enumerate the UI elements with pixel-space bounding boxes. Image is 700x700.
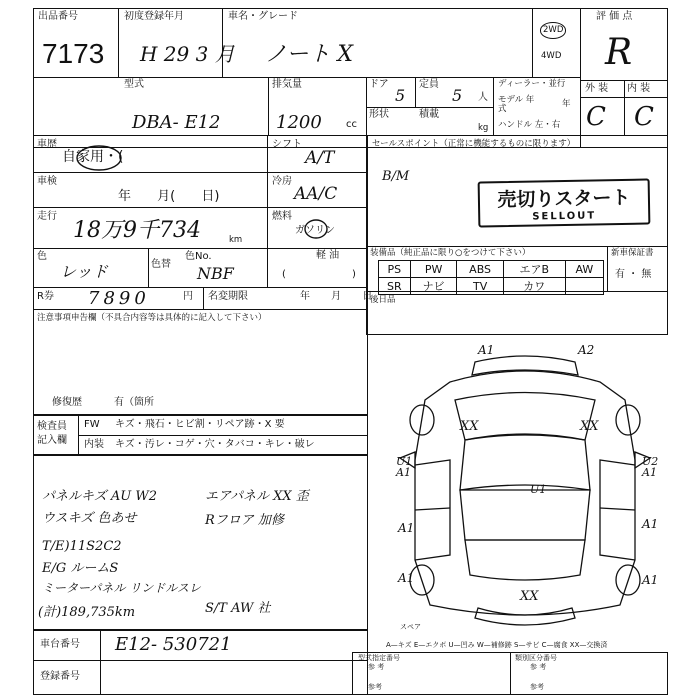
recycle-unit: 円 [183, 291, 193, 302]
drive-4wd: 4WD [541, 51, 562, 61]
equip-cell: AW [565, 261, 603, 278]
color-code: NBF [197, 264, 234, 283]
type-label: 型式 [124, 79, 144, 90]
note-right1: エアパネル XX 歪 [205, 489, 309, 504]
displacement-unit: cc [346, 119, 357, 130]
diagram-legend: A—キズ E—エクボ U—凹み W—補修跡 S—サビ C—腐食 XX—交換済 [386, 641, 608, 649]
ac-label: 冷房 [272, 176, 292, 187]
model-value: ノート X [265, 42, 353, 67]
diagram-mark-a1-right: A1 [642, 517, 659, 531]
drive-2wd: 2WD [540, 22, 566, 39]
lot-number: 7173 [42, 38, 105, 69]
equip-cell: TV [457, 278, 503, 295]
ref4: 参考 [530, 683, 544, 691]
usage-circle [75, 144, 123, 172]
diagram-mark-a1-front: A1 [478, 343, 495, 357]
repair-label: 修復歴 [52, 397, 82, 408]
note-line5: ミーターパネル リンドルスレ [42, 581, 201, 595]
mileage-value: 18万9千734 [73, 218, 201, 243]
interior-label: 内 装 [627, 83, 651, 94]
displacement-label: 排気量 [272, 79, 302, 90]
inspection-value: 年 月( 日) [118, 189, 220, 204]
stamp-sub: SELLOUT [532, 210, 597, 223]
note-right3: S/T AW 社 [205, 601, 271, 616]
capacity-value: 5 [452, 86, 463, 105]
note-line3: T/E)11S2C2 [42, 539, 122, 554]
diagram-mark-a1-rear-left: A1 [398, 571, 415, 585]
mileage-label: 走行 [37, 211, 57, 222]
equip-cell: カワ [503, 278, 565, 295]
inspection-label: 車検 [37, 176, 57, 187]
shift-value: A/T [305, 148, 335, 168]
ref3: 参考 [368, 683, 382, 691]
note-line4: E/G ルームS [42, 561, 119, 576]
fuel-circle [303, 218, 329, 240]
classification-label: 類別区分番号 [515, 654, 557, 662]
note-right2: Rフロア 加修 [205, 513, 284, 528]
sales-label: セールスポイント（正常に機能するものに限ります） [372, 139, 576, 149]
equipment-row [379, 261, 604, 278]
fuel-paren-close: ) [352, 269, 356, 280]
dealer-label: ディーラー・並行 [498, 79, 566, 89]
color-value: レッド [60, 262, 108, 281]
type-value: DBA- E12 [132, 112, 221, 133]
form-label: 形状 [369, 109, 389, 120]
equipment-table [378, 260, 604, 295]
chassis-label: 車台番号 [40, 639, 80, 650]
fuel-gasoline: ガソリン [295, 225, 335, 236]
diagram-mark-a2-front: A2 [578, 343, 595, 357]
score-value: R [605, 32, 633, 73]
doors-label: ドア [369, 79, 389, 90]
spare-label: スペア [400, 623, 421, 631]
capacity-unit: 人 [478, 92, 488, 103]
fw-items: キズ・飛石・ヒビ割・リペア跡・X 要 [115, 419, 285, 430]
equip-cell: ナビ [410, 278, 457, 295]
equip-cell: ABS [457, 261, 503, 278]
ref1: 参 考 [368, 663, 385, 671]
diagram-mark-a1-left: A1 [398, 521, 415, 535]
diagram-mark-u1-roof: U1 [530, 483, 547, 496]
sales-frame [366, 135, 668, 335]
reg-label: 登録番号 [40, 671, 80, 682]
recycle-label: R券 [37, 291, 54, 302]
stamp-main: 売切りスタート [497, 186, 631, 212]
mileage-unit: km [229, 235, 243, 245]
note-line1: パネルキズ AU W2 [42, 489, 157, 504]
usage-label: 車歴 [37, 139, 57, 150]
interior-items: キズ・汚レ・コゲ・穴・タバコ・キレ・破レ [115, 439, 315, 450]
notes-label: 注意事項申告欄（不具合内容等は具体的に記入して下さい） [37, 313, 267, 323]
sales-note: B/M [382, 169, 410, 184]
doors-value: 5 [395, 86, 406, 105]
color-change-label: 色替 [151, 259, 171, 270]
score-label: 評 価 点 [596, 11, 633, 22]
color-label: 色 [37, 251, 47, 262]
fuel-paren: ( [282, 269, 286, 280]
first-reg-value: H 29 3 月 [140, 42, 235, 66]
load-unit: kg [478, 123, 489, 133]
load-label: 積載 [419, 109, 439, 120]
diagram-mark-a1-rear-right: A1 [642, 573, 659, 587]
equip-cell: PS [379, 261, 411, 278]
model-year-unit: 年 [562, 99, 571, 109]
model-label: 車名・グレード [228, 11, 298, 22]
chassis-value: E12- 530721 [115, 634, 232, 655]
fw-label: FW [84, 419, 100, 430]
diagram-mark-u1-left: U1 A1 [396, 455, 413, 479]
inspector-label: 検査員 記入欄 [37, 421, 67, 446]
fuel-diesel: 軽 油 [316, 250, 340, 261]
usage-value: 自家用・( [62, 149, 124, 165]
equip-cell: SR [379, 278, 411, 295]
equip-cell: PW [410, 261, 457, 278]
ac-value: AA/C [294, 184, 338, 204]
note-line6: (計)189,735km [38, 605, 136, 620]
diagram-mark-xx-right: XX [580, 419, 599, 434]
equip-cell: エアB [503, 261, 565, 278]
recycle-value: 7890 [88, 288, 150, 309]
model-designation-label: 型式指定番号 [358, 654, 400, 662]
fuel-label: 燃料 [272, 211, 292, 222]
first-reg-label: 初度登録年月 [124, 11, 184, 22]
diagram-mark-xx-rear: XX [520, 589, 539, 604]
repair-value: 有（箇所 [114, 397, 154, 408]
lot-label: 出品番号 [38, 11, 78, 22]
note-line2: ウスキズ 色あせ [42, 511, 137, 526]
new-warranty-label: 新車保証書 [611, 248, 654, 258]
diagram-mark-u2-right: U2 A1 [642, 455, 659, 479]
name-change-label: 名変期限 [208, 291, 248, 302]
exterior-value: C [586, 102, 606, 132]
interior-insp-label: 内装 [84, 439, 104, 450]
sellout-stamp [478, 179, 651, 228]
rear-label: 後日品 [370, 295, 396, 305]
name-change-value: 年 月 日 [300, 291, 373, 302]
interior-value: C [634, 102, 654, 132]
diagram-mark-xx-left: XX [460, 419, 479, 434]
equip-label: 装備品（純正品に限り○をつけて下さい） [370, 248, 531, 258]
shift-label: シフト [272, 139, 302, 150]
color-code-label: 色No. [185, 251, 212, 262]
handle-label: ハンドル 左・右 [498, 120, 561, 130]
model-year-label: モデル 年式 [498, 95, 535, 114]
ref2: 参 考 [530, 663, 547, 671]
warranty-options: 有 ・ 無 [615, 269, 652, 280]
capacity-label: 定員 [419, 79, 439, 90]
displacement-value: 1200 [276, 112, 322, 133]
exterior-label: 外 装 [585, 83, 609, 94]
